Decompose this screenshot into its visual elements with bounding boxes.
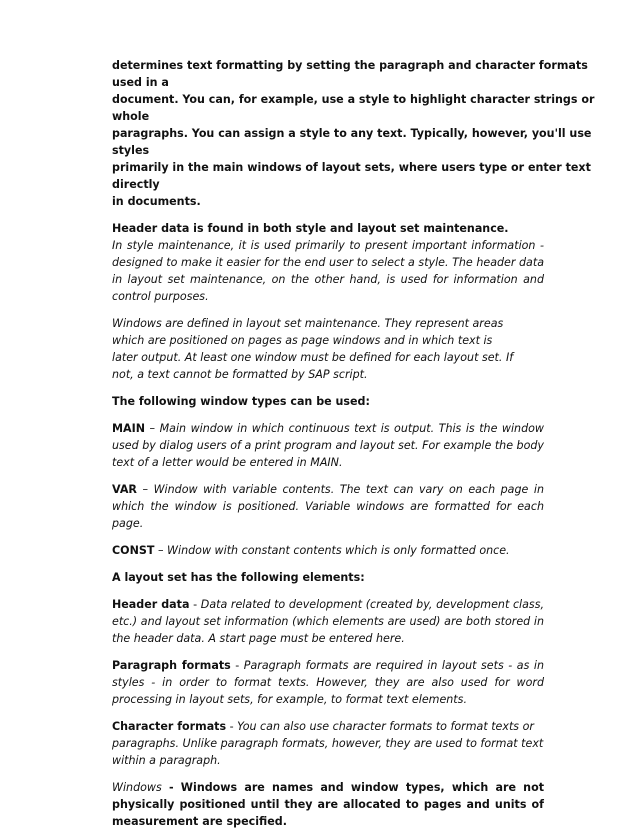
windows-line: Windows are defined in layout set maintenance. They represent areas	[112, 317, 504, 330]
window-type-main	[112, 420, 544, 471]
element-term: Windows	[112, 781, 162, 794]
intro-line: determines text formatting by setting the paragraph and character formats	[112, 59, 588, 72]
window-type-separator: –	[154, 544, 168, 557]
elements-heading: A layout set has the following elements:	[112, 571, 365, 584]
intro-line: in documents.	[112, 195, 201, 208]
element-separator: -	[230, 659, 244, 672]
windows-line: which are positioned on pages as page windows and in which text is	[112, 334, 493, 347]
intro-line: styles	[112, 144, 150, 157]
element-separator: -	[189, 598, 201, 611]
window-type-const	[112, 542, 544, 559]
window-type-term: MAIN	[112, 422, 146, 435]
windows-line: not, a text cannot be formatted by SAP script.	[112, 368, 368, 381]
windows-paragraph	[112, 315, 544, 383]
element-term: Paragraph formats	[112, 659, 231, 672]
intro-line: used in a	[112, 76, 169, 89]
intro-line: document. You can, for example, use a style to highlight character strings or	[112, 93, 595, 106]
intro-line: primarily in the main windows of layout sets, where users type or enter text	[112, 161, 591, 174]
header-data-section	[112, 220, 544, 305]
element-description: Paragraph formats are required in layout sets - as in styles - in order to format texts. However, they are also used for word processing in layout sets, for example, to format text elements.	[112, 659, 544, 706]
window-type-term: VAR	[112, 483, 137, 496]
intro-line: whole	[112, 110, 150, 123]
intro-line: paragraphs. You can assign a style to any text. Typically, however, you'll use	[112, 127, 592, 140]
window-type-separator: –	[136, 483, 154, 496]
element-term: Character formats	[112, 720, 227, 733]
window-type-var	[112, 481, 544, 532]
element-term: Header data	[112, 598, 190, 611]
window-type-description: Main window in which continuous text is output. This is the window used by dialog users of a print program and layout set. For example the body text of a letter would be entered in MAIN.	[112, 422, 544, 469]
element-description: - Windows are names and window types, which are not physically positioned until they are allocated to pages and units of measurement are specified.	[112, 781, 544, 828]
element-description: Data related to development (created by, development class, etc.) and layout set information (which elements are used) are both stored in the header data. A start page must be entered here.	[112, 598, 545, 645]
element-paragraph-formats	[112, 657, 544, 708]
intro-line: directly	[112, 178, 160, 191]
element-separator: -	[226, 720, 238, 733]
windows-line: later output. At least one window must be defined for each layout set. If	[112, 351, 514, 364]
document-page	[112, 57, 595, 840]
element-header-data	[112, 596, 544, 647]
element-description: You can also use character formats to format texts or paragraphs. Unlike paragraph formats, however, they are used to format text within a paragraph.	[112, 720, 544, 767]
element-windows	[112, 779, 544, 830]
window-type-separator: –	[145, 422, 160, 435]
header-data-heading: Header data is found in both style and layout set maintenance.	[112, 222, 509, 235]
element-character-formats	[112, 718, 544, 769]
header-data-body: In style maintenance, it is used primarily to present important information - designed to make it easier for the end user to select a style. The header data in layout set maintenance, on the other hand, is used for information and control purposes.	[112, 239, 544, 303]
intro-paragraph	[112, 57, 595, 210]
window-type-description: Window with constant contents which is only formatted once.	[167, 544, 510, 557]
window-type-term: CONST	[112, 544, 155, 557]
window-type-description: Window with variable contents. The text can vary on each page in which the window is positioned. Variable windows are formatted for each page.	[112, 483, 544, 530]
window-types-heading: The following window types can be used:	[112, 395, 370, 408]
